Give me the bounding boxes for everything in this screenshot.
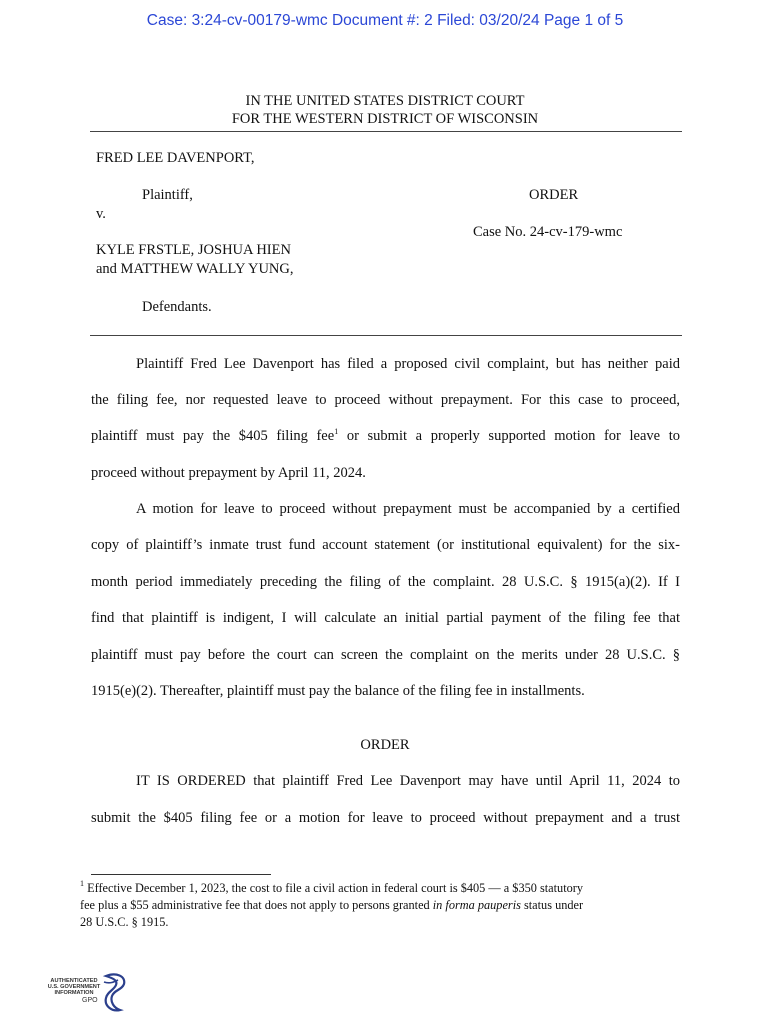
paragraph-3-line-2: submit the $405 filing fee or a motion for leave to proceed without prepayment and a trust [91,810,680,826]
gpo-logo-text [42,978,106,997]
court-name-line-2: FOR THE WESTERN DISTRICT OF WISCONSIN [231,111,539,127]
gpo-logo-line-2: U.S. GOVERNMENT [47,984,101,991]
paragraph-2-line-1: A motion for leave to proceed without prepayment must be accompanied by a certified [136,501,680,517]
defendants-role: Defendants. [142,299,212,315]
paragraph-1-line-2: the filing fee, nor requested leave to proceed without prepayment. For this case to proceed, [91,392,680,408]
paragraph-1-line-3 [91,428,680,445]
paragraph-3-line-1: IT IS ORDERED that plaintiff Fred Lee Davenport may have until April 11, 2024 to [136,773,680,789]
defendants-line-2: and MATTHEW WALLY YUNG, [96,261,294,277]
footnote-line-3: 28 U.S.C. § 1915. [80,915,169,929]
defendants-line-1: KYLE FRSTLE, JOSHUA HIEN [96,242,291,258]
order-heading: ORDER [360,737,410,753]
caption-top-rule [90,131,682,132]
paragraph-2-line-3: month period immediately preceding the filing of the complaint. 28 U.S.C. § 1915(a)(2). If I [91,574,680,590]
paragraph-2-line-5: plaintiff must pay before the court can screen the complaint on the merits under 28 U.S.C. § [91,647,680,663]
paragraph-1-line-1: Plaintiff Fred Lee Davenport has filed a proposed civil complaint, but has neither paid [136,356,680,372]
court-name-line-1: IN THE UNITED STATES DISTRICT COURT [245,93,525,109]
plaintiff-name: FRED LEE DAVENPORT, [96,150,255,166]
footnote-line-2-text-b: status under [520,898,584,912]
gpo-authentication-logo [42,972,137,1014]
plaintiff-role: Plaintiff, [142,187,193,203]
eagle-icon [100,972,130,1014]
versus-label: v. [96,206,106,222]
footnote-separator [91,874,271,875]
footnote-marker: 1 [80,879,84,888]
case-number: Case No. 24-cv-179-wmc [473,224,623,240]
document-type: ORDER [529,187,579,203]
caption-bottom-rule [90,335,682,336]
footnote-line-1-text: Effective December 1, 2023, the cost to file a civil action in federal court is $405 — a $350 statutory [84,881,584,895]
footnote-line-1 [80,881,675,896]
gpo-logo-line-1: AUTHENTICATED [50,978,98,984]
gpo-mark: GPO [82,997,98,1004]
footnote-italic-phrase: in forma pauperis [432,898,521,912]
paragraph-2-line-2: copy of plaintiff’s inmate trust fund account statement (or institutional equivalent) for the six- [91,537,680,553]
footnote-reference: 1 [334,427,339,436]
paragraph-1-line-3-text-a: plaintiff must pay the $405 filing fee [91,428,335,444]
paragraph-2-line-4: find that plaintiff is indigent, I will calculate an initial partial payment of the filing fee that [91,610,680,626]
gpo-logo-line-3: INFORMATION [54,990,94,997]
footnote-line-2 [80,898,675,913]
filing-stamp: Case: 3:24-cv-00179-wmc Document #: 2 Filed: 03/20/24 Page 1 of 5 [146,12,624,29]
paragraph-1-line-3-text-b: or submit a properly supported motion for leave to [338,428,680,444]
footnote-line-2-text-a: fee plus a $55 administrative fee that does not apply to persons granted [80,898,433,912]
paragraph-2-line-6: 1915(e)(2). Thereafter, plaintiff must pay the balance of the filing fee in installments. [91,683,585,699]
paragraph-1-line-4: proceed without prepayment by April 11, 2024. [91,465,366,481]
